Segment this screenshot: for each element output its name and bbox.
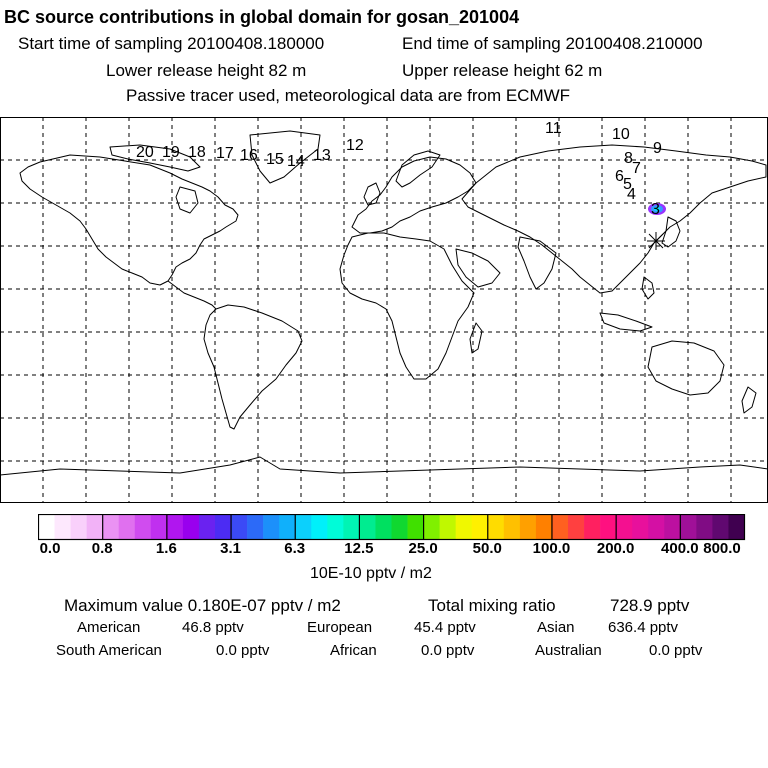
trajectory-label: 11 (545, 120, 562, 137)
trajectory-label: 17 (216, 145, 234, 162)
trajectory-label: 16 (240, 147, 258, 164)
trajectory-label: 5 (623, 176, 632, 193)
colorbar-cell (648, 515, 664, 540)
world-map (0, 117, 768, 505)
upper-release-height: Upper release height 62 m (402, 61, 603, 80)
colorbar-tick-label: 800.0 (703, 540, 741, 557)
colorbar-cell (71, 515, 87, 540)
colorbar-cell (392, 515, 408, 540)
colorbar-cell (55, 515, 71, 540)
trajectory-label: 20 (136, 144, 154, 161)
south-american-value: 0.0 pptv (216, 642, 270, 659)
colorbar-cell (327, 515, 343, 540)
colorbar-cell (440, 515, 456, 540)
start-time: Start time of sampling 20100408.180000 (18, 34, 325, 53)
africa-coast (340, 233, 474, 379)
colorbar-cell (456, 515, 472, 540)
colorbar-cell (680, 515, 696, 540)
trajectory-label: 9 (653, 140, 662, 157)
south-american-label: South American (56, 642, 162, 659)
colorbar-cell (103, 515, 119, 540)
colorbar-cell (279, 515, 295, 540)
central-america-coast (168, 281, 216, 309)
tracer-note: Passive tracer used, meteorological data are from ECMWF (126, 86, 571, 105)
south-america-coast (204, 305, 302, 429)
asia-coast (462, 145, 766, 293)
hudson-bay (176, 187, 198, 213)
india (518, 237, 556, 289)
asian-label: Asian (537, 619, 575, 636)
colorbar-cell (167, 515, 183, 540)
trajectory-label: 7 (632, 160, 641, 177)
trajectory-label: 8 (624, 150, 633, 167)
trajectory-label: 12 (346, 137, 364, 154)
colorbar-tick-label: 1.6 (155, 540, 177, 557)
colorbar-tick-label: 6.3 (284, 540, 306, 557)
total-mixing-value: 728.9 pptv (610, 596, 690, 615)
station-marker (647, 232, 665, 250)
trajectory-label: 4 (627, 186, 636, 203)
colorbar-cell (311, 515, 327, 540)
australia-coast (648, 341, 724, 395)
colorbar-cell (343, 515, 359, 540)
european-label: European (307, 619, 373, 636)
colorbar-cell (183, 515, 199, 540)
colorbar-cell (536, 515, 552, 540)
colorbar-tick-label: 0.8 (91, 540, 113, 557)
colorbar-cell (119, 515, 135, 540)
madagascar (470, 323, 482, 353)
colorbar-cell (231, 515, 247, 540)
colorbar-cell (375, 515, 391, 540)
colorbar-cell (616, 515, 632, 540)
colorbar-cell (135, 515, 151, 540)
colorbar-cell (504, 515, 520, 540)
colorbar-cell (712, 515, 728, 540)
colorbar-cell (632, 515, 648, 540)
african-value: 0.0 pptv (421, 642, 475, 659)
colorbar-tick-label: 200.0 (596, 540, 635, 557)
colorbar-cell (488, 515, 504, 540)
colorbar-cell (247, 515, 263, 540)
trajectory-label: 15 (266, 151, 284, 168)
colorbar-cell (584, 515, 600, 540)
philippines (642, 277, 654, 299)
trajectory-label: 14 (287, 153, 305, 170)
trajectory-label: 13 (313, 147, 331, 164)
colorbar-cell (600, 515, 616, 540)
trajectory-label: 10 (612, 126, 630, 143)
colorbar-cell (359, 515, 375, 540)
australian-value: 0.0 pptv (649, 642, 703, 659)
colorbar-cell (151, 515, 167, 540)
antarctica-coast (0, 457, 768, 475)
colorbar-tick-label: 0.0 (39, 540, 61, 557)
end-time: End time of sampling 20100408.210000 (402, 34, 703, 53)
trajectory-label: 6 (615, 168, 624, 185)
coastlines (0, 131, 768, 475)
scandinavia (396, 151, 440, 187)
colorbar-cell (520, 515, 536, 540)
colorbar-cell (295, 515, 311, 540)
colorbar-tick-label: 400.0 (661, 540, 699, 557)
colorbar-cell (568, 515, 584, 540)
colorbar-cell (199, 515, 215, 540)
colorbar-cell (472, 515, 488, 540)
new-zealand (742, 387, 756, 413)
greenland (250, 131, 320, 183)
colorbar-tick-label: 25.0 (408, 540, 438, 557)
indonesia (600, 313, 652, 331)
colorbar-cell (215, 515, 231, 540)
colorbar-cell (424, 515, 440, 540)
trajectory-label: 18 (188, 144, 206, 161)
colorbar-tick-label: 50.0 (472, 540, 502, 557)
asian-value: 636.4 pptv (608, 619, 679, 636)
total-mixing-label: Total mixing ratio (428, 596, 556, 615)
colorbar-cell (263, 515, 279, 540)
colorbar-cell (696, 515, 712, 540)
colorbar-cell (39, 515, 55, 540)
american-value: 46.8 pptv (182, 619, 244, 636)
colorbar-tick-label: 12.5 (344, 540, 374, 557)
map-grid (0, 117, 768, 503)
map-title: BC source contributions in global domain for gosan_201004 (4, 7, 520, 27)
european-value: 45.4 pptv (414, 619, 476, 636)
lower-release-height: Lower release height 82 m (106, 61, 307, 80)
colorbar-tick-label: 3.1 (220, 540, 241, 557)
colorbar-cell (408, 515, 424, 540)
maximum-value: Maximum value 0.180E-07 pptv / m2 (64, 596, 341, 615)
african-label: African (330, 642, 377, 659)
colorbar-cell (552, 515, 568, 540)
american-label: American (77, 619, 141, 636)
colorbar-cell (664, 515, 680, 540)
colorbar-tick-label: 100.0 (532, 540, 571, 557)
colorbar (38, 514, 748, 542)
colorbar-units: 10E-10 pptv / m2 (310, 565, 432, 582)
colorbar-cell (728, 515, 744, 540)
australian-label: Australian (535, 642, 602, 659)
trajectory-label: 19 (162, 144, 180, 161)
europe-coast (352, 157, 476, 233)
colorbar-cell (87, 515, 103, 540)
map-frame (1, 118, 768, 503)
trajectory-label: 3 (651, 201, 660, 218)
